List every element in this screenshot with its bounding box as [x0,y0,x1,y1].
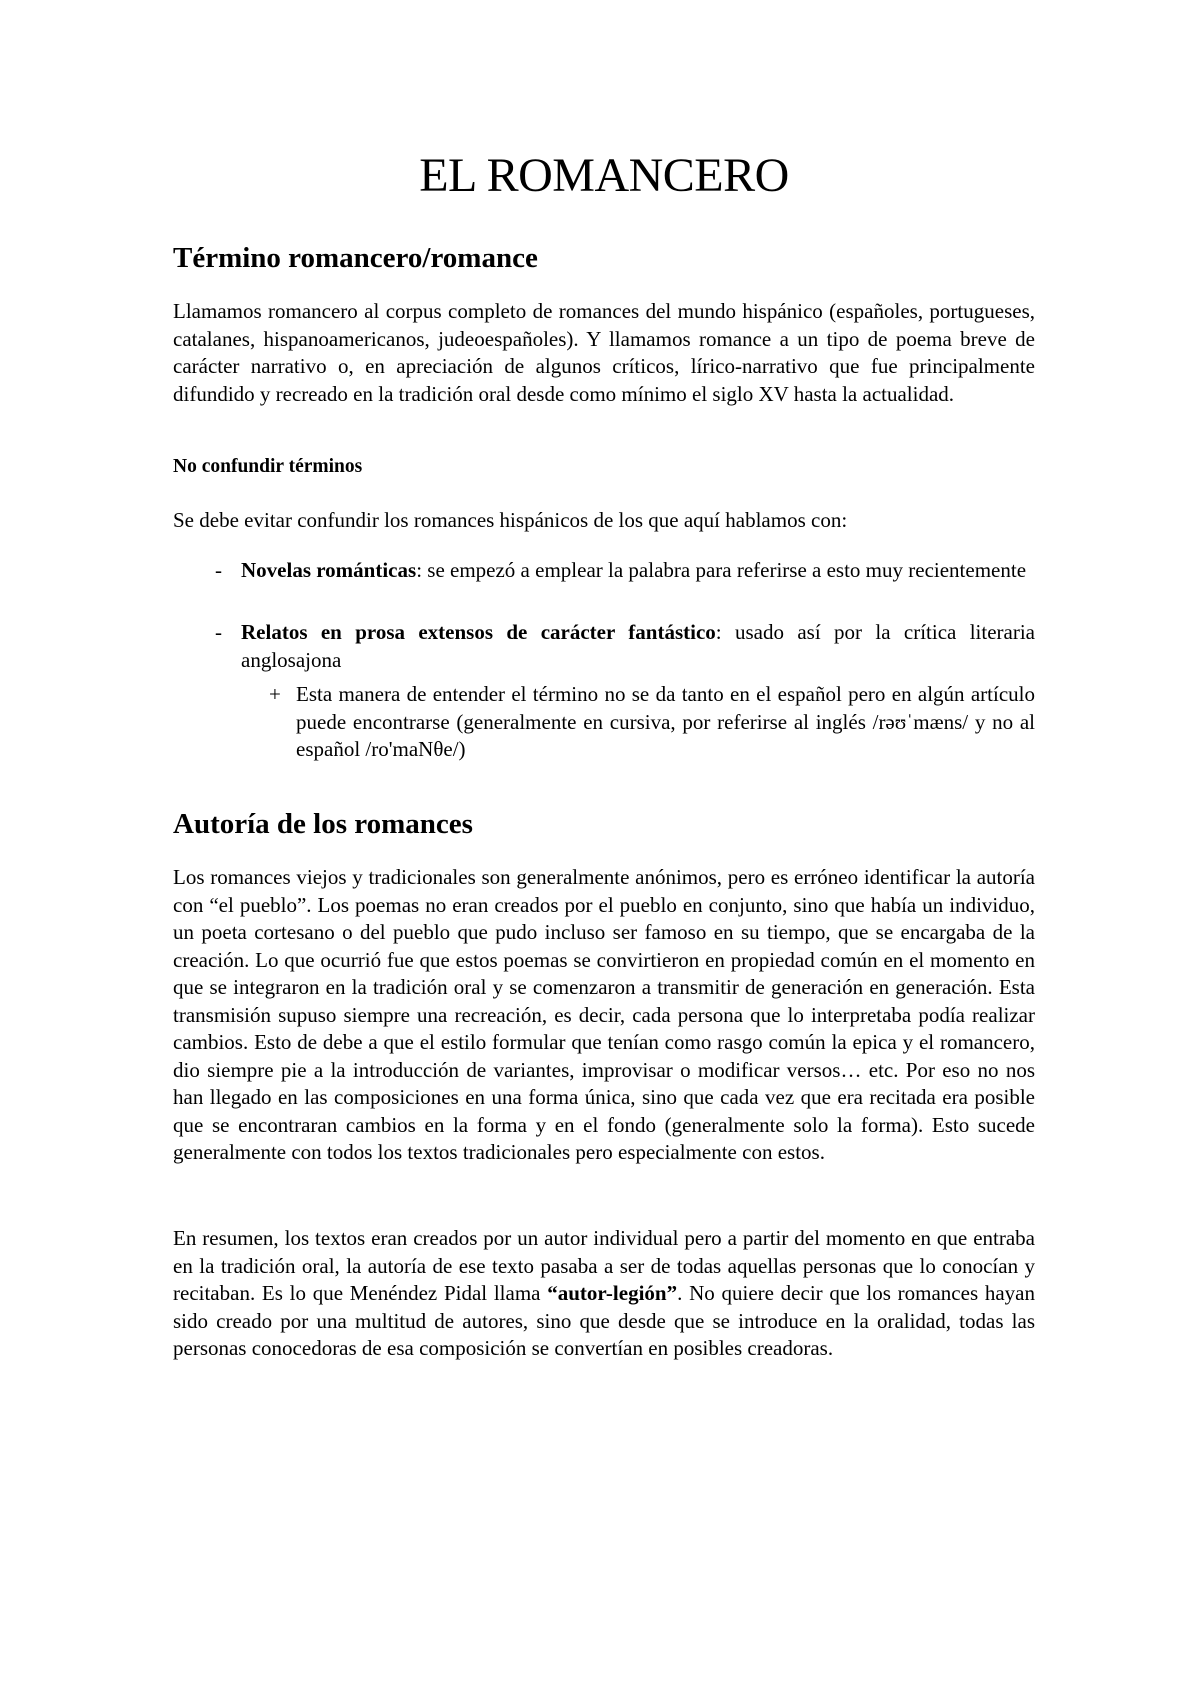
section-heading-termino: Término romancero/romance [173,242,538,274]
document-title: EL ROMANCERO [419,149,789,202]
list-item-description: : usado así por la crítica literaria anglosajona [241,620,1035,672]
subheading-no-confundir: No confundir términos [173,456,363,477]
dash-bullet-icon: - [215,620,222,644]
section-heading-autoria: Autoría de los romances [173,808,473,840]
paragraph-resumen-continuation: . No quiere decir que los romances hayan sido creado por una multitud de autores, sino que desde que se introduce en la oralidad, todas las personas conocedoras de esa composición se convertían en posibles creadoras. [173,1281,1035,1360]
autor-legion-term: “autor-legión” [547,1281,678,1305]
document-page [173,0,1035,1698]
list-item-text [241,619,1035,674]
sub-list-item-text: Esta manera de entender el término no se da tanto en el español pero en algún artículo puede encontrarse (generalmente en cursiva, por referirse al inglés /rəʊˈmæns/ y no al español /ro'maNθe/) [296,682,1035,761]
list-item-term: Novelas románticas [241,558,417,582]
list-item-term: Relatos en prosa extensos de carácter fantástico [241,620,716,644]
dash-bullet-icon: - [215,558,222,582]
paragraph-resumen-text: En resumen, los textos eran creados por un autor individual pero a partir del momento en que entraba en la tradición oral, la autoría de ese texto pasaba a ser de todas aquellas personas que lo conocían y recitaban. Es lo que Menéndez Pidal llama [173,1226,1035,1305]
paragraph-resumen [173,1225,1035,1363]
paragraph-definicion: Llamamos romancero al corpus completo de romances del mundo hispánico (españoles, portugueses, catalanes, hispanoamericanos, judeoespañoles). Y llamamos romance a un tipo de poema breve de carácter narrativo o, en apreciación de algunos críticos, lírico-narrativo que fue principalmente difundido y recreado en la tradición oral desde como mínimo el siglo XV hasta la actualidad. [173,299,1035,406]
paragraph-autoria: Los romances viejos y tradicionales son generalmente anónimos, pero es erróneo identificar la autoría con “el pueblo”. Los poemas no eran creados por el pueblo en conjunto, sino que había un individuo, un poeta cortesano o del pueblo que pudo incluso ser famoso en su tiempo, que se encargaba de la creación. Lo que ocurrió fue que estos poemas se convirtieron en propiedad común en el momento en que se integraron en la tradición oral y se comenzaron a transmitir de generación en generación. Esta transmisión supuso siempre una recreación, es decir, cada persona que lo interpretaba podía realizar cambios. Esto de debe a que el estilo formular que tenían como rasgo común la epica y el romancero, dio siempre pie a la introducción de variantes, improvisar o modificar versos… etc. Por eso no nos han llegado en las composiciones en una forma única, sino que cada vez que era recitada era posible que se encontraran cambios en la forma y en el fondo (generalmente solo la forma). Esto sucede generalmente con todos los textos tradicionales pero especialmente con estos. [173,865,1035,1164]
plus-bullet-icon: + [269,682,281,706]
list-item-description: : se empezó a emplear la palabra para referirse a esto muy recientemente [416,558,1027,582]
paragraph-intro-confusion: Se debe evitar confundir los romances hispánicos de los que aquí hablamos con: [173,508,848,532]
list-item-text [241,557,1035,585]
